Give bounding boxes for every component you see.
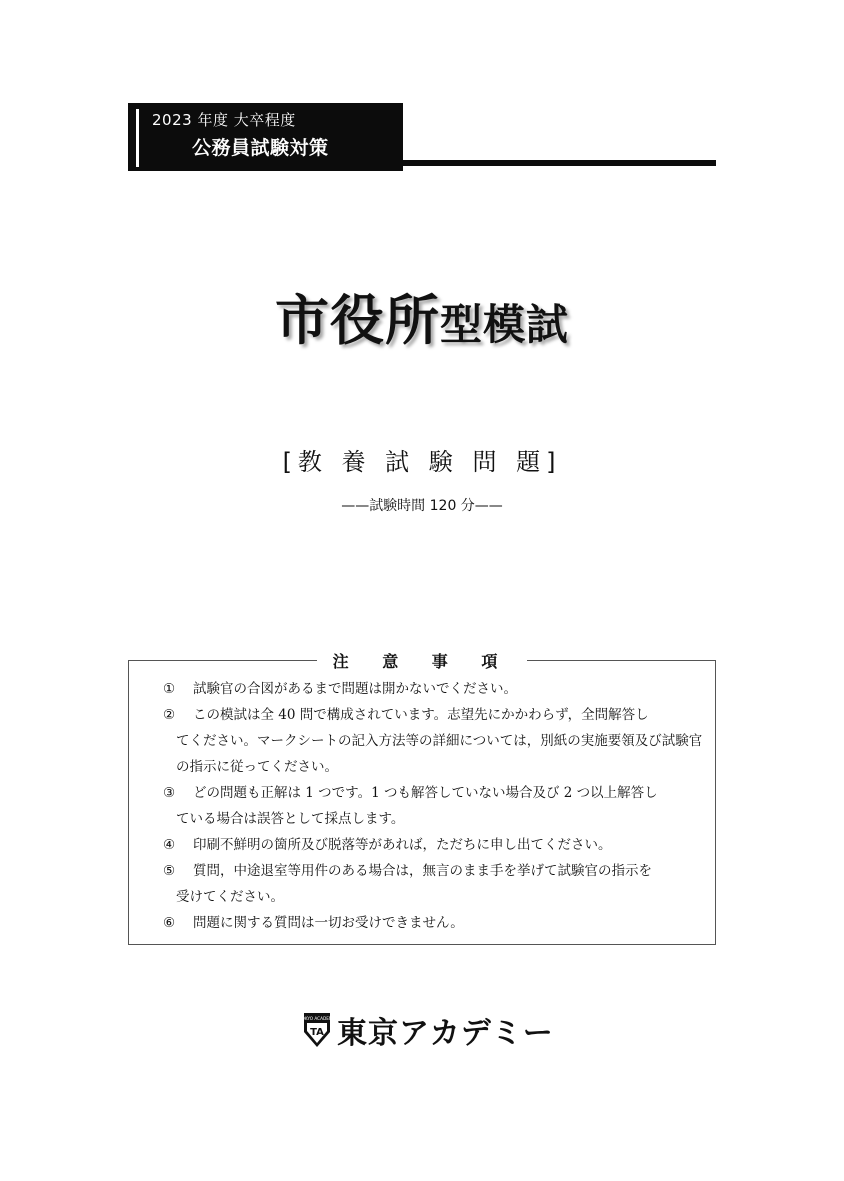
header-accent-line — [136, 109, 139, 167]
notice-item — [163, 676, 703, 702]
emblem-text: TOKYO ACADEMY — [298, 1016, 336, 1021]
notice-text-continued: 受けてください。 — [176, 889, 284, 905]
notice-text: 試験官の合図があるまで問題は開かないでください。 — [193, 681, 517, 697]
exam-subject: [教 養 試 験 問 題] — [282, 448, 562, 476]
title-suffix: 型模試 — [439, 300, 569, 349]
notice-number: ⑥ — [163, 915, 176, 931]
notice-text: 質問，中途退室等用件のある場合は，無言のまま手を挙げて試験官の指示を — [193, 863, 652, 879]
notice-text: 印刷不鮮明の箇所及び脱落等があれば，ただちに申し出てください。 — [193, 837, 612, 853]
notice-item — [163, 832, 703, 858]
exam-time-limit: ——試験時間 120 分—— — [341, 498, 503, 514]
notice-list — [163, 676, 703, 936]
publisher-logo — [298, 1010, 554, 1051]
emblem-initials: TA — [310, 1027, 324, 1038]
publisher-name: 東京アカデミー — [337, 1016, 554, 1051]
notice-heading: 注 意 事 項 — [317, 652, 528, 671]
notice-text: この模試は全 40 問で構成されています。志望先にかかわらず，全問解答し — [193, 707, 649, 723]
page-title — [0, 278, 844, 355]
notice-number: ③ — [163, 785, 176, 801]
notice-item — [163, 858, 703, 910]
notice-item — [163, 702, 703, 780]
notice-number: ④ — [163, 837, 176, 853]
notice-text-continued: てください。マークシートの記入方法等の詳細については，別紙の実施要領及び試験官の指示に従ってください。 — [176, 733, 703, 775]
notice-heading-wrap — [0, 649, 844, 672]
notice-text: どの問題も正解は 1 つです。1 つも解答していない場合及び 2 つ以上解答し — [193, 785, 658, 801]
header-rule — [403, 160, 716, 166]
notice-item — [163, 910, 703, 936]
publisher-emblem-icon — [298, 1012, 336, 1048]
notice-text: 問題に関する質問は一切お受けできません。 — [193, 915, 464, 931]
notice-number: ① — [163, 681, 176, 697]
notice-item — [163, 780, 703, 832]
notice-number: ⑤ — [163, 863, 176, 879]
header-label-box — [128, 103, 403, 171]
exam-category: 公務員試験対策 — [192, 137, 329, 159]
title-main: 市役所 — [274, 289, 440, 352]
notice-number: ② — [163, 707, 176, 723]
notice-text-continued: ている場合は誤答として採点します。 — [176, 811, 405, 827]
exam-year-level: 2023 年度 大卒程度 — [152, 111, 296, 129]
